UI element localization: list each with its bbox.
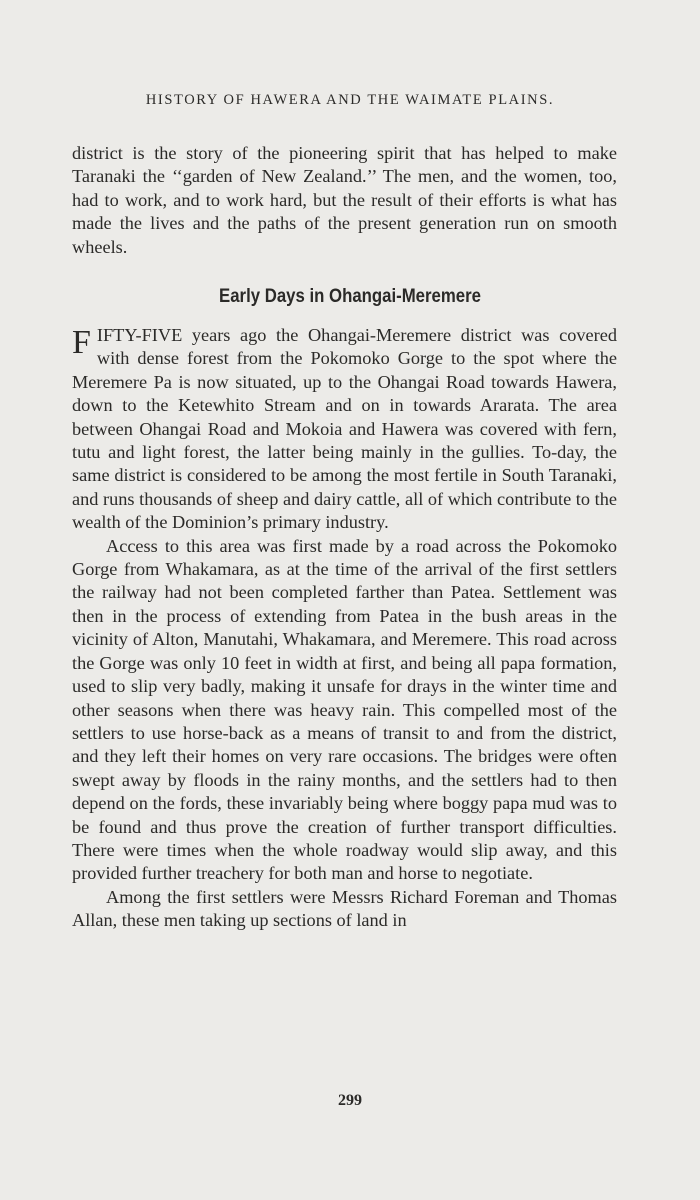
section-heading: Early Days in Ohangai-Meremere [219,285,481,307]
running-head: HISTORY OF HAWERA AND THE WAIMATE PLAINS. [145,92,555,108]
paragraph-2: Access to this area was first made by a road across the Pokomoko Gorge from Whakamara, as at the time of the arrival of the first settlers the railway had not been completed farther than Patea. Settlement was then in the process of extending from Patea in the bush areas in the vicinity of Alton, Manutahi, Whakamara, and Meremere. This road across the Gorge was only 10 feet in width at first, and being all papa formation, used to slip very badly, making it unsafe for drays in the winter time and other seasons when there was heavy rain. This compelled most of the settlers to use horse-back as a means of transit to and from the district, and they left their homes on very rare occasions. The bridges were often swept away by floods in the rainy months, and the settlers had to then depend on the fords, these invariably being where boggy papa mud was to be found and thus prove the creation of further transport difficulties. There were times when the whole roadway would slip away, and this provided further treachery for both man and horse to negotiate. [72,535,617,884]
page-number: 299 [338,1092,362,1109]
first-word: IFTY-FIVE [96,325,183,345]
paragraph-1 [72,324,617,535]
intro-paragraph: district is the story of the pioneering spirit that has helped to make Taranaki the ‘‘garden of New Zealand.’’ The men, and the women, too, had to work, and to work hard, but the result of their efforts is what has made the lives and the paths of the present generation run on smooth wheels. [72,143,617,257]
paragraph-3: Among the first settlers were Messrs Richard Foreman and Thomas Allan, these men taking up sections of land in [72,886,617,931]
paragraph-1-text: years ago the Ohangai-Meremere district was covered with dense forest from the Pokomoko Gorge to the spot where the Meremere Pa is now situated, up to the Ohangai Road towards Hawera, down to the Ketewhito Stream and on in towards Ararata. The area between Ohangai Road and Mokoia and Hawera was covered with fern, tutu and light forest, the latter being mainly in the gullies. To-day, the same district is considered to be among the most fertile in South Taranaki, and runs thousands of sheep and dairy cattle, all of which contribute to the wealth of the Dominion’s primary industry. [72,325,617,533]
section-body [72,324,617,933]
drop-cap: F [72,324,91,361]
intro-text [72,142,617,259]
